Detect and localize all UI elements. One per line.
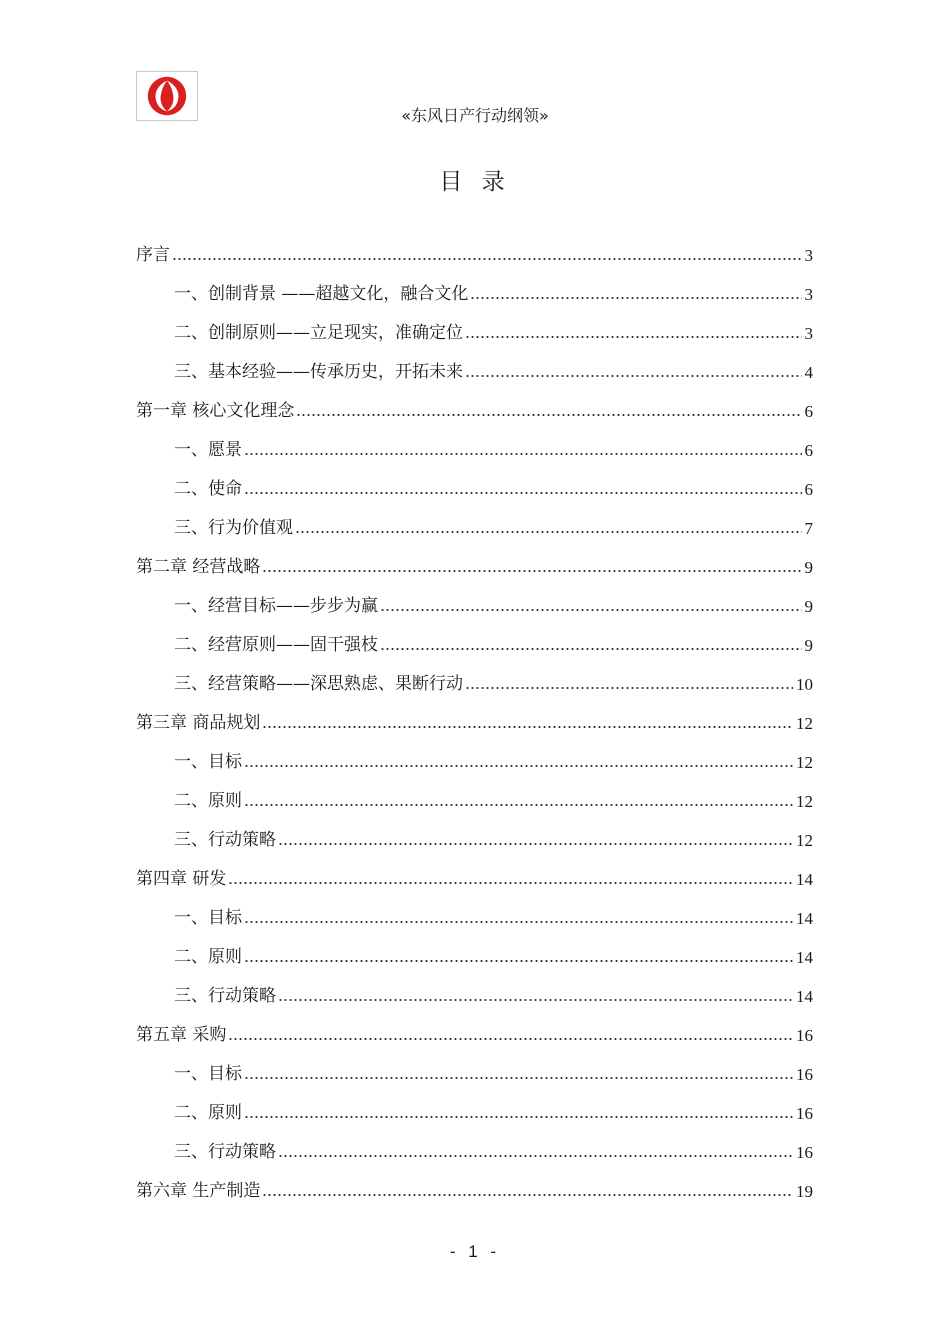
toc-entry-page-number: 3: [804, 285, 813, 304]
toc-dot-leader: [244, 956, 793, 966]
toc-chapter-entry[interactable]: [136, 392, 813, 431]
toc-subentry[interactable]: [136, 431, 813, 470]
toc-entry-label: 三、行动策略: [174, 1142, 276, 1162]
toc-dot-leader: [465, 371, 802, 381]
toc-dot-leader: [295, 527, 802, 537]
toc-entry-label: 三、行为价值观: [174, 518, 293, 538]
toc-entry-page-number: 6: [804, 402, 813, 421]
toc-entry-label: 一、愿景: [174, 440, 242, 460]
toc-subentry[interactable]: [136, 1055, 813, 1094]
toc-dot-leader: [465, 683, 793, 693]
page-number: - 1 -: [449, 1242, 501, 1261]
toc-entry-page-number: 4: [804, 363, 813, 382]
toc-entry-label: 二、原则: [174, 791, 242, 811]
toc-subentry[interactable]: [136, 275, 813, 314]
toc-entry-page-number: 9: [804, 597, 813, 616]
toc-chapter-entry[interactable]: [136, 1172, 813, 1211]
toc-dot-leader: [244, 1112, 793, 1122]
toc-entry-label: 一、目标: [174, 1064, 242, 1084]
toc-entry-page-number: 9: [804, 636, 813, 655]
toc-entry-page-number: 6: [804, 480, 813, 499]
toc-entry-label: 第一章 核心文化理念: [136, 401, 295, 421]
toc-entry-page-number: 12: [796, 714, 813, 733]
toc-entry-label: 一、经营目标——步步为赢: [174, 596, 378, 616]
toc-subentry[interactable]: [136, 782, 813, 821]
toc-entry-page-number: 3: [804, 324, 813, 343]
toc-dot-leader: [228, 1034, 793, 1044]
toc-entry-page-number: 16: [796, 1026, 813, 1045]
toc-subentry[interactable]: [136, 314, 813, 353]
toc-dot-leader: [380, 605, 802, 615]
toc-entry-label: 二、创制原则——立足现实，准确定位: [174, 323, 463, 343]
toc-entry-label: 二、使命: [174, 479, 242, 499]
toc-entry-label: 二、原则: [174, 947, 242, 967]
toc-subentry[interactable]: [136, 353, 813, 392]
toc-entry-page-number: 3: [804, 246, 813, 265]
toc-subentry[interactable]: [136, 743, 813, 782]
toc-subentry[interactable]: [136, 1094, 813, 1133]
toc-dot-leader: [244, 488, 802, 498]
toc-entry-label: 三、基本经验——传承历史，开拓未来: [174, 362, 463, 382]
toc-entry-page-number: 14: [796, 987, 813, 1006]
toc-subentry[interactable]: [136, 899, 813, 938]
toc-chapter-entry[interactable]: [136, 236, 813, 275]
toc-chapter-entry[interactable]: [136, 704, 813, 743]
toc-entry-label: 一、目标: [174, 752, 242, 772]
toc-subentry[interactable]: [136, 977, 813, 1016]
table-of-contents: [136, 236, 813, 1211]
toc-dot-leader: [296, 410, 801, 420]
toc-entry-label: 三、经营策略——深思熟虑、果断行动: [174, 674, 463, 694]
toc-entry-page-number: 14: [796, 870, 813, 889]
toc-dot-leader: [465, 332, 802, 342]
toc-title: 目 录: [439, 169, 511, 195]
toc-dot-leader: [244, 1073, 793, 1083]
toc-entry-page-number: 12: [796, 792, 813, 811]
toc-entry-page-number: 14: [796, 948, 813, 967]
toc-dot-leader: [470, 293, 801, 303]
toc-entry-label: 三、行动策略: [174, 830, 276, 850]
toc-entry-label: 第六章 生产制造: [136, 1181, 261, 1201]
toc-chapter-entry[interactable]: [136, 860, 813, 899]
toc-dot-leader: [244, 449, 802, 459]
toc-dot-leader: [244, 761, 793, 771]
toc-entry-page-number: 16: [796, 1065, 813, 1084]
toc-subentry[interactable]: [136, 509, 813, 548]
toc-subentry[interactable]: [136, 938, 813, 977]
toc-entry-label: 二、原则: [174, 1103, 242, 1123]
toc-dot-leader: [278, 995, 793, 1005]
toc-subentry[interactable]: [136, 1133, 813, 1172]
toc-dot-leader: [262, 1190, 793, 1200]
toc-dot-leader: [228, 878, 793, 888]
toc-entry-label: 一、创制背景 ——超越文化，融合文化: [174, 284, 469, 304]
toc-subentry[interactable]: [136, 626, 813, 665]
toc-entry-page-number: 16: [796, 1104, 813, 1123]
toc-subentry[interactable]: [136, 821, 813, 860]
toc-entry-page-number: 12: [796, 753, 813, 772]
toc-entry-page-number: 10: [796, 675, 813, 694]
toc-dot-leader: [278, 1151, 793, 1161]
toc-entry-page-number: 9: [804, 558, 813, 577]
toc-subentry[interactable]: [136, 665, 813, 704]
toc-dot-leader: [262, 722, 793, 732]
toc-subentry[interactable]: [136, 587, 813, 626]
toc-subentry[interactable]: [136, 470, 813, 509]
toc-entry-page-number: 14: [796, 909, 813, 928]
toc-dot-leader: [244, 800, 793, 810]
toc-dot-leader: [380, 644, 802, 654]
toc-entry-label: 二、经营原则——固干强枝: [174, 635, 378, 655]
toc-dot-leader: [278, 839, 793, 849]
toc-chapter-entry[interactable]: [136, 1016, 813, 1055]
toc-entry-label: 第四章 研发: [136, 869, 227, 889]
toc-dot-leader: [244, 917, 793, 927]
toc-entry-label: 第二章 经营战略: [136, 557, 261, 577]
toc-entry-page-number: 7: [804, 519, 813, 538]
toc-entry-page-number: 12: [796, 831, 813, 850]
toc-entry-label: 序言: [136, 245, 170, 265]
toc-entry-page-number: 6: [804, 441, 813, 460]
toc-chapter-entry[interactable]: [136, 548, 813, 587]
document-header-title: «东风日产行动纲领»: [401, 106, 549, 125]
toc-entry-label: 第三章 商品规划: [136, 713, 261, 733]
toc-entry-label: 一、目标: [174, 908, 242, 928]
toc-entry-page-number: 19: [796, 1182, 813, 1201]
toc-entry-page-number: 16: [796, 1143, 813, 1162]
toc-dot-leader: [172, 254, 802, 264]
toc-entry-label: 第五章 采购: [136, 1025, 227, 1045]
toc-dot-leader: [262, 566, 801, 576]
toc-entry-label: 三、行动策略: [174, 986, 276, 1006]
